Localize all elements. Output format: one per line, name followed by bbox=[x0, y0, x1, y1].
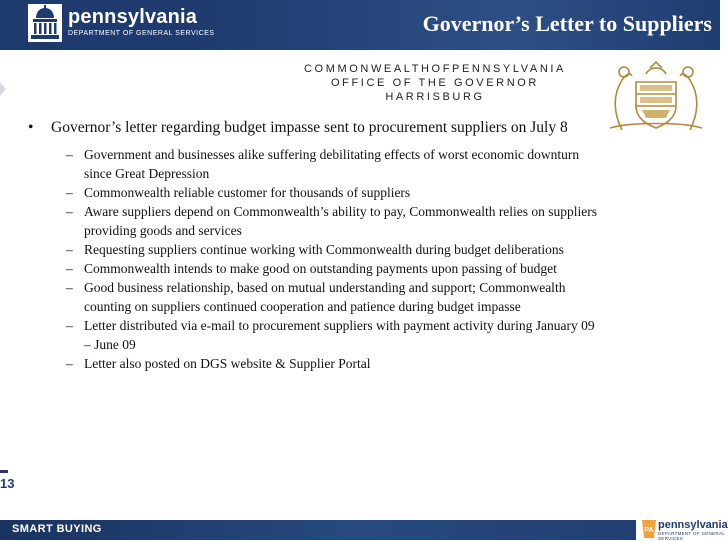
office-line-city: HARRISBURG bbox=[385, 91, 485, 103]
footer-brand-name: pennsylvania bbox=[658, 519, 728, 531]
office-line-commonwealth: COMMONWEALTHOFPENNSYLVANIA bbox=[304, 63, 566, 75]
sub-bullet-item bbox=[28, 354, 598, 373]
sub-bullet-list bbox=[28, 145, 598, 373]
sub-bullet-text: Commonwealth reliable customer for thousands of suppliers bbox=[84, 185, 411, 200]
sub-bullet-item bbox=[28, 316, 598, 354]
main-bullet-text: Governor’s letter regarding budget impasse sent to procurement suppliers on July 8 bbox=[51, 119, 568, 136]
office-line-governor: OFFICE OF THE GOVERNOR bbox=[331, 77, 539, 89]
sub-bullet-text: Commonwealth intends to make good on outstanding payments upon passing of budget bbox=[84, 261, 557, 276]
program-label: SMART BUYING bbox=[12, 523, 102, 535]
sub-bullet-text: Aware suppliers depend on Commonwealth’s ability to pay, Commonwealth relies on suppliers providing goods and services bbox=[84, 204, 598, 238]
pennsylvania-seal-icon bbox=[600, 60, 712, 132]
footer-brand bbox=[658, 519, 728, 541]
pa-keystone-icon bbox=[640, 519, 658, 539]
content-area bbox=[28, 118, 598, 373]
sub-bullet-item bbox=[28, 145, 598, 183]
sub-bullet-item bbox=[28, 183, 598, 202]
dash-marker: – bbox=[66, 147, 73, 162]
sub-bullet-text: Good business relationship, based on mutual understanding and support; Commonwealth counting on suppliers continued cooperation and patience during budget impasse bbox=[84, 280, 566, 314]
dash-marker: – bbox=[66, 185, 73, 200]
dash-marker: – bbox=[66, 356, 73, 371]
page-number-accent bbox=[0, 470, 8, 473]
dash-marker: – bbox=[66, 242, 73, 257]
slide-title: Governor’s Letter to Suppliers bbox=[422, 11, 712, 36]
dash-marker: – bbox=[66, 280, 73, 295]
footer-gradient bbox=[0, 520, 720, 540]
brand bbox=[68, 6, 214, 37]
sub-bullet-text: Letter distributed via e-mail to procurement suppliers with payment activity during January 09 – June 09 bbox=[84, 318, 595, 352]
brand-subtitle: DEPARTMENT OF GENERAL SERVICES bbox=[68, 30, 215, 37]
page-number: 13 bbox=[0, 476, 15, 491]
sub-bullet-text: Requesting suppliers continue working with Commonwealth during budget deliberations bbox=[84, 242, 564, 257]
dash-marker: – bbox=[66, 204, 73, 219]
sub-bullet-item bbox=[28, 240, 598, 259]
sub-bullet-item bbox=[28, 202, 598, 240]
slide-edge-arrow-icon bbox=[0, 82, 6, 96]
dash-marker: – bbox=[66, 261, 73, 276]
sub-bullet-item bbox=[28, 259, 598, 278]
office-heading bbox=[280, 62, 590, 104]
svg-text:PA: PA bbox=[644, 527, 654, 534]
sub-bullet-item bbox=[28, 278, 598, 316]
dash-marker: – bbox=[66, 318, 73, 333]
sub-bullet-text: Government and businesses alike suffering debilitating effects of worst economic downturn since Great Depression bbox=[84, 147, 580, 181]
capitol-building-icon bbox=[28, 4, 62, 42]
sub-bullet-text: Letter also posted on DGS website & Supplier Portal bbox=[84, 356, 371, 371]
footer-brand-subtitle: DEPARTMENT OF GENERAL SERVICES bbox=[658, 531, 725, 541]
bullet-marker: • bbox=[28, 119, 34, 136]
main-bullet bbox=[28, 118, 598, 137]
brand-name: pennsylvania bbox=[68, 6, 198, 28]
